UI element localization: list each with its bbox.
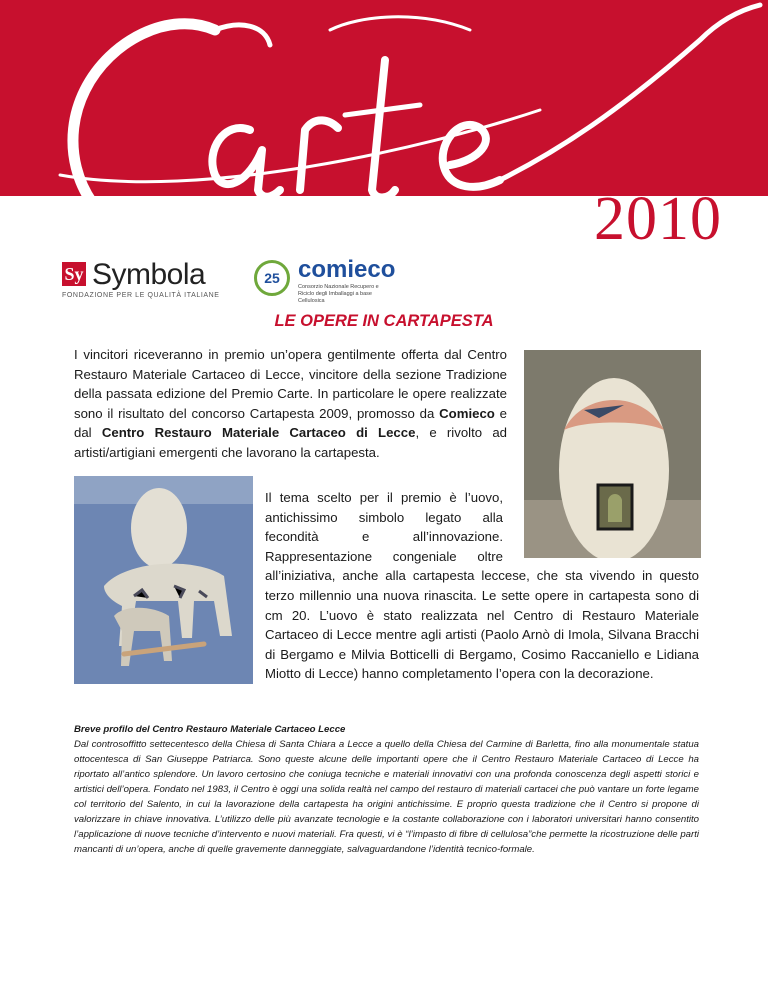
- symbola-tagline: FONDAZIONE PER LE QUALITÀ ITALIANE: [62, 292, 220, 299]
- comieco-logo: [254, 256, 396, 302]
- page-title: LE OPERE IN CARTAPESTA: [274, 312, 494, 330]
- edition-year: 2010: [594, 185, 722, 253]
- symbola-logo: [62, 258, 232, 300]
- comieco-anniversary-badge: 25: [254, 260, 290, 296]
- profile-text: Dal controsoffitto settecentesco della Chiesa di Santa Chiara a Lecce a quello della Chiesa del Carmine di Barletta, fino alla monumentale statua ottocentesca di San Giuseppe Patriarca. Sono queste alcune delle importanti opere che il Centro Restauro Materiale Cartaceo di Lecce ha riportato all’antico splendore. Un lavoro certosino che coniuga tecniche e materiali innovativi con una profonda conoscenza degli aspetti storici e artistici dell’opera. Fondato nel 1983, il Centro è oggi una solida realtà nel campo del restauro di materiali cartacei che può vantare un forte legame col territorio del Salento, in cui la lavorazione della cartapesta ha origini antichissime. E proprio questa tradizione che il Centro si propone di valorizzare in chiave innovativa. L’utilizzo delle più avanzate tecnologie e la costante collaborazione con i laboratori universitari hanno consentito l’applicazione di nuove tecniche d’intervento e nuovi materiali. Fra questi, vi è “l’impasto di fibre di cellulosa”che permette la ricostruzione delle parti mancanti di un’opera, anche di quelle gravemente danneggiate, salvaguardandone l’identità tecnico-formale.: [74, 739, 699, 855]
- symbola-name: Symbola: [92, 258, 206, 291]
- horse-artwork-photo: [74, 476, 253, 684]
- comieco-tagline: Consorzio Nazionale Recupero e Riciclo degli Imballaggi a base Cellulosica: [298, 284, 379, 304]
- centre-profile: [74, 722, 699, 857]
- masthead-banner: [0, 0, 768, 196]
- comieco-name: comieco: [298, 256, 396, 283]
- theme-paragraph: Il tema scelto per il premio è l’uovo, antichissimo simbolo legato alla fecondità e all’innovazione. Rappresentazione congeniale oltre all’iniziativa, anche alla cartapesta leccese, che sta vivendo in questo terzo millennio una nuova rinascita. Le sette opere in cartapesta sono di cm 20. L’uovo è stato realizzata nel Centro di Restauro Materiale Cartaceo di Lecce mentre agli artisti (Paolo Arnò di Imola, Silvana Bracchi di Bergamo e Milvia Botticelli di Bergamo, Cosimo Raccaniello e Lidiana Miotto di Lecce) hanno completamento l’opera con la decorazione.: [265, 490, 699, 682]
- profile-title: Breve profilo del Centro Restauro Materiale Cartaceo Lecce: [74, 724, 346, 735]
- symbola-mark: Sy: [62, 262, 86, 286]
- intro-paragraph: I vincitori riceveranno in premio un’opera gentilmente offerta dal Centro Restauro Materiale Cartaceo di Lecce, vincitore della sezione Tradizione della passata edizione del Premio Carte. In particolare le opere realizzate sono il risultato del concorso Cartapesta 2009, promosso da Comieco e dal Centro Restauro Materiale Cartaceo di Lecce, e rivolto ad artisti/artigiani emergenti che lavorano la cartapesta.: [74, 347, 508, 460]
